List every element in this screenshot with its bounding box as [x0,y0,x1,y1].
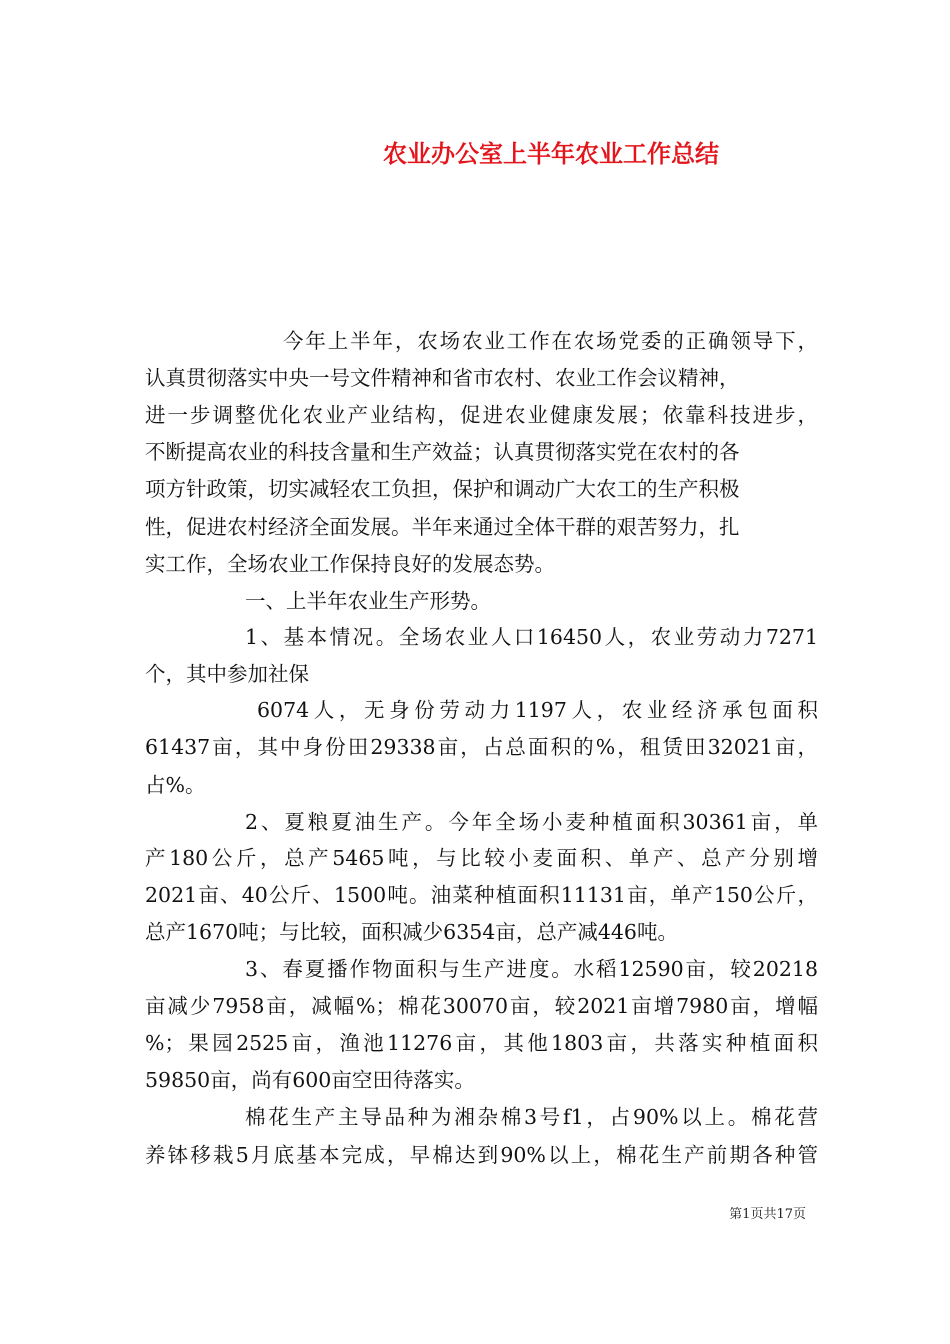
text-line: 3、春夏播作物面积与生产进度。水稻12590亩，较20218 [245,957,818,981]
text-line: 产180公斤，总产5465吨，与比较小麦面积、单产、总产分别增 [145,846,818,870]
text-line: 养钵移栽5月底基本完成，早棉达到90%以上，棉花生产前期各种管 [145,1143,818,1167]
text-line: 实工作，全场农业工作保持良好的发展态势。 [145,552,555,576]
text-line: 1、基本情况。全场农业人口16450人，农业劳动力7271 [245,625,818,649]
text-line: 进一步调整优化农业产业结构，促进农业健康发展；依靠科技进步， [145,403,818,427]
text-line: 总产1670吨；与比较，面积减少6354亩，总产减446吨。 [145,920,678,944]
text-line: 个，其中参加社保 [145,662,309,686]
text-line: 亩减少7958亩，减幅%；棉花30070亩，较2021亩增7980亩，增幅 [145,994,818,1018]
page-number: 第1页共17页 [729,1207,806,1222]
text-line: 2、夏粮夏油生产。今年全场小麦种植面积30361亩，单 [245,810,818,834]
text-line: 今年上半年，农场农业工作在农场党委的正确领导下， [283,329,818,353]
text-line: 61437亩，其中身份田29338亩，占总面积的%，租赁田32021亩， [145,735,818,759]
text-line: 不断提高农业的科技含量和生产效益；认真贯彻落实党在农村的各 [145,440,740,464]
text-line: %；果园2525亩，渔池11276亩，其他1803亩，共落实种植面积 [145,1031,818,1055]
text-line: 项方针政策，切实减轻农工负担，保护和调动广大农工的生产积极 [145,477,740,501]
text-line: 2021亩、40公斤、1500吨。油菜种植面积11131亩，单产150公斤， [145,883,818,907]
text-line: 一、上半年农业生产形势。 [245,589,491,613]
document-title: 农业办公室上半年农业工作总结 [383,139,719,168]
text-line: 认真贯彻落实中央一号文件精神和省市农村、农业工作会议精神， [145,366,740,390]
text-line: 6074人，无身份劳动力1197人，农业经济承包面积 [257,698,818,722]
text-line: 棉花生产主导品种为湘杂棉3号f1，占90%以上。棉花营 [245,1105,818,1129]
text-line: 性，促进农村经济全面发展。半年来通过全体干群的艰苦努力，扎 [145,515,740,539]
text-line: 占%。 [145,773,206,797]
text-line: 59850亩，尚有600亩空田待落实。 [145,1068,475,1092]
